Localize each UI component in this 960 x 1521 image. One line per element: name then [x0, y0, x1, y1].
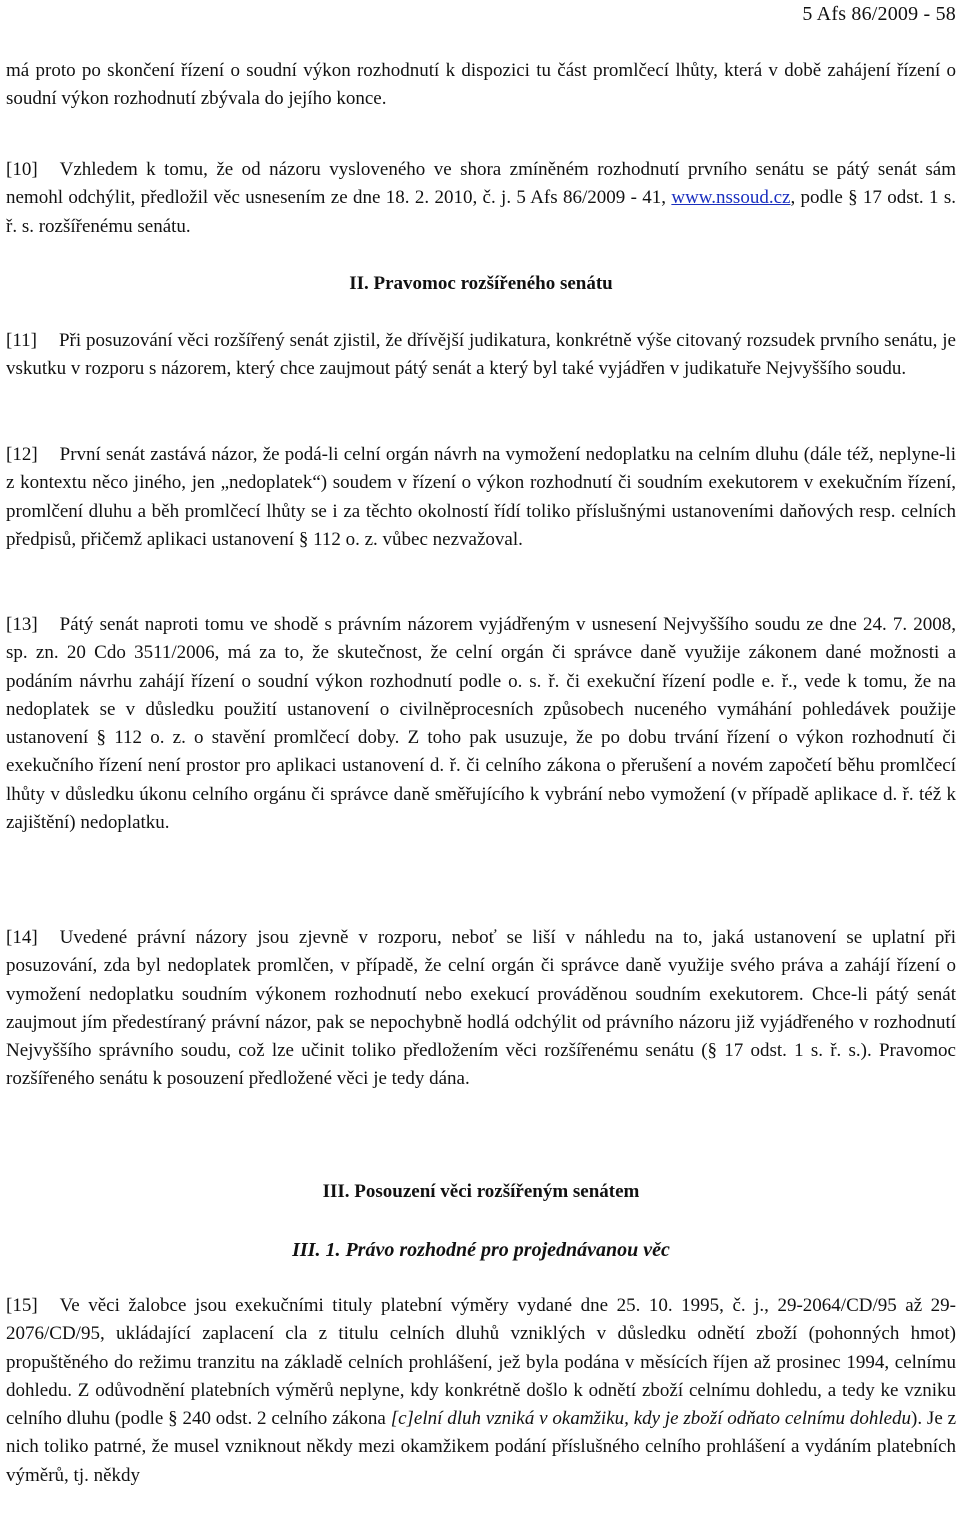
paragraph-10	[6, 156, 956, 241]
paragraph-text: Vzhledem k tomu, že od názoru vysloveného ve shora zmíněném rozhodnutí prvního senátu se pátý senát sám nemohl odchýlit, předložil věc usnesením ze dne 18. 2. 2010, č. j. 5 Afs 86/2009 - 41,	[6, 159, 956, 209]
document-reference: 5 Afs 86/2009 - 58	[802, 3, 956, 25]
paragraph-14	[6, 924, 956, 1094]
paragraph-text-tail: , podle § 17 odst. 1 s. ř. s. rozšířenému senátu.	[6, 187, 956, 237]
paragraph-number: [13]	[6, 614, 38, 635]
paragraph-11	[6, 327, 956, 384]
paragraph-text: První senát zastává názor, že podá-li celní orgán návrh na vymožení nedoplatku na celním dluhu (dále též, neplyne-li z kontextu něco jiného, jen „nedoplatek“) soudem v řízení o výkon rozhodnutí či soudním exekutorem v exekučním řízení, promlčení dluhu a běh promlčecí lhůty se i za těchto okolností řídí toliko příslušnými ustanoveními daňových resp. celních předpisů, přičemž aplikaci ustanovení § 112 o. z. vůbec nezvažoval.	[6, 444, 956, 550]
paragraph-text: Při posuzování věci rozšířený senát zjistil, že dřívější judikatura, konkrétně výše citovaný rozsudek prvního senátu, je vskutku v rozporu s názorem, který chce zaujmout pátý senát a který byl také vyjádřen v judikatuře Nejvyššího soudu.	[6, 330, 956, 380]
paragraph-text: Uvedené právní názory jsou zjevně v rozporu, neboť se liší v náhledu na to, jaká ustanovení se uplatní při posuzování, zda byl nedoplatek promlčen, v případě, že celní orgán či správce daně využije svého práva a zahájí řízení o vymožení nedoplatku soudním výkonem rozhodnutí nebo exekucí prováděnou soudním exekutorem. Chce-li pátý senát zaujmout jím předestíraný právní názor, pak se nepochybně hodlá odchýlit od právního názoru již vyjádřeného v rozhodnutí Nejvyššího správního soudu, což lze učinit toliko předložením věci rozšířenému senátu (§ 17 odst. 1 s. ř. s.). Pravomoc rozšířeného senátu k posouzení předložené věci je tedy dána.	[6, 927, 956, 1090]
paragraph-12	[6, 441, 956, 554]
paragraph-number: [12]	[6, 444, 38, 465]
quoted-statute-text: [c]elní dluh vzniká v okamžiku, kdy je zboží odňato celnímu dohledu	[390, 1408, 912, 1430]
paragraph-15	[6, 1292, 956, 1490]
paragraph-text: Pátý senát naproti tomu ve shodě s právním názorem vyjádřeným v usnesení Nejvyššího soudu ze dne 24. 7. 2008, sp. zn. 20 Cdo 3511/2006, má za to, že skutečnost, že celní orgán či správce daně využije zákonem dané možnosti a podáním návrhu zahájí řízení o soudní výkon rozhodnutí podle o. s. ř. či exekuční řízení podle e. ř., vede k tomu, že na nedoplatek se v důsledku použití ustanovení o civilněprocesních způsobech nuceného vymáhání pohledávek použije ustanovení § 112 o. z. o stavění promlčecí doby. Z toho pak usuzuje, že po dobu trvání řízení o výkon rozhodnutí či exekučního řízení není prostor pro aplikaci ustanovení d. ř. či celního zákona o přerušení a novém započetí běhu promlčecí lhůty v důsledku úkonu celního orgánu či správce daně směřujícího k vybrání nebo vymožení (v případě aplikace d. ř. též k zajištění) nedoplatku.	[6, 614, 956, 834]
nssoud-link[interactable]: www.nssoud.cz	[671, 187, 791, 209]
paragraph-number: [15]	[6, 1295, 38, 1316]
section-heading-ii: II. Pravomoc rozšířeného senátu	[349, 273, 613, 294]
paragraph-number: [10]	[6, 159, 38, 180]
section-heading-iii: III. Posouzení věci rozšířeným senátem	[322, 1181, 640, 1202]
paragraph-continuation	[6, 57, 956, 114]
paragraph-number: [14]	[6, 927, 38, 948]
paragraph-number: [11]	[6, 330, 37, 351]
paragraph-text-tail: ). Je z nich toliko patrné, že musel vzniknout někdy mezi okamžikem podání příslušného celního prohlášení a vydáním platebních výměrů, tj. někdy	[6, 1408, 957, 1486]
paragraph-13	[6, 611, 956, 837]
subsection-heading-iii-1: III. 1. Právo rozhodné pro projednávanou věc	[292, 1239, 670, 1261]
paragraph-text: má proto po skončení řízení o soudní výkon rozhodnutí k dispozici tu část promlčecí lhůty, která v době zahájení řízení o soudní výkon rozhodnutí zbývala do jejího konce.	[6, 60, 956, 110]
paragraph-text: Ve věci žalobce jsou exekučními tituly platební výměry vydané dne 25. 10. 1995, č. j., 29-2064/CD/95 až 29-2076/CD/95, ukládající zaplacení cla z titulu celních dluhů vzniklých v důsledku odnětí zboží (pohonných hmot) propuštěného do režimu tranzitu na základě celních prohlášení, jež byla podána v měsících říjen až prosinec 1994, celnímu dohledu. Z odůvodnění platebních výměrů neplyne, kdy konkrétně došlo k odnětí zboží celnímu dohledu, a tedy ke vzniku celního dluhu (podle § 240 odst. 2 celního zákona	[6, 1295, 956, 1430]
